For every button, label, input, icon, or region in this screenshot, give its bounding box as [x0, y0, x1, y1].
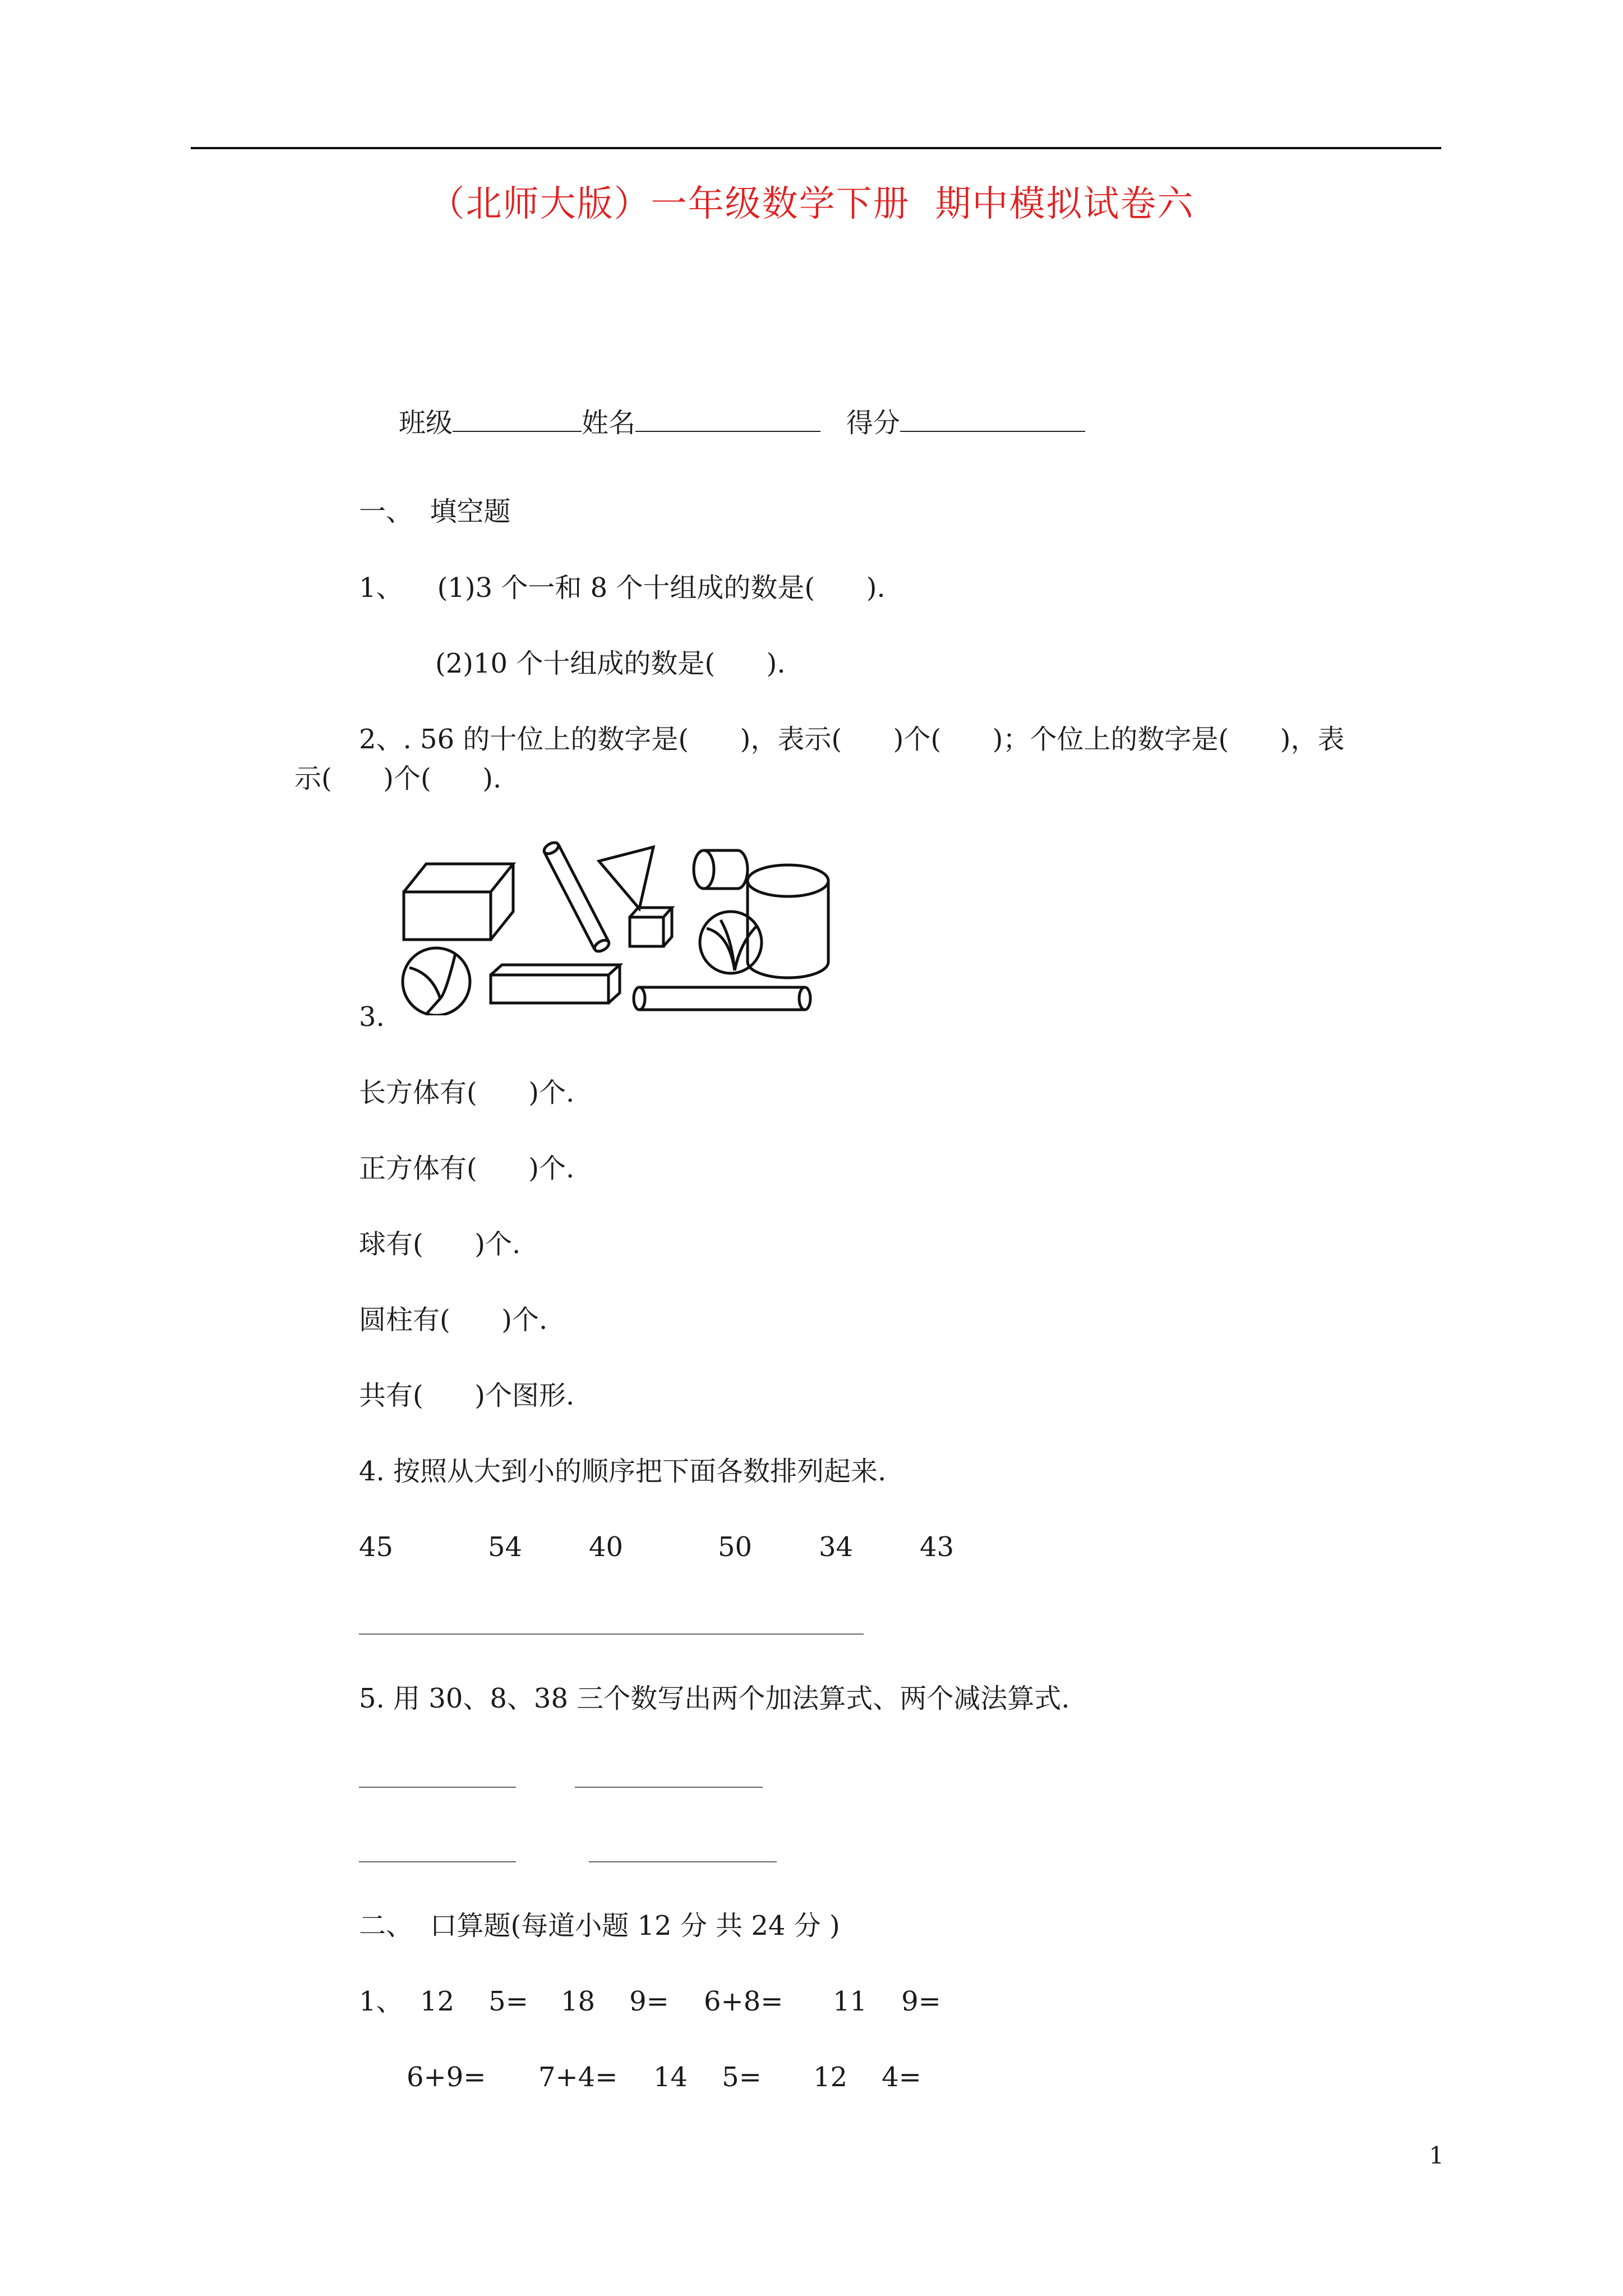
score-label: 得分: [846, 407, 900, 439]
name-blank[interactable]: [635, 405, 820, 432]
calc-row2-item1: 6+9=: [407, 2062, 486, 2093]
q5-addition-line-2[interactable]: [575, 1787, 763, 1788]
q3-ball-count: 球有( )个.: [359, 1228, 521, 1260]
q4-number-row: [359, 1531, 1032, 1565]
calc-row2-item3: 14 5=: [653, 2062, 762, 2093]
section2-heading: 二、 口算题(每道小题 12 分 共 24 分 ): [359, 1910, 840, 1941]
header-rule: [191, 147, 1441, 149]
cube-small: [630, 908, 672, 946]
score-blank[interactable]: [900, 405, 1085, 432]
question-5: 5. 用 30、8、38 三个数写出两个加法算式、两个减法算式.: [359, 1683, 1070, 1714]
student-info-line: [365, 372, 1085, 472]
q5-addition-line-1[interactable]: [359, 1787, 516, 1788]
calc-row1-item2: 18 9=: [561, 1986, 669, 2017]
q4-number: 40: [589, 1531, 624, 1563]
q4-number: 50: [718, 1531, 753, 1563]
q5-subtraction-line-2[interactable]: [589, 1861, 777, 1862]
question-3-label: 3.: [359, 1001, 385, 1033]
class-blank[interactable]: [453, 405, 582, 432]
calc-row1-item4: 11 9=: [833, 1986, 941, 2017]
calc-row2-item2: 7+4=: [538, 2062, 618, 2093]
q4-answer-line[interactable]: [359, 1634, 864, 1635]
q5-subtraction-line-1[interactable]: [359, 1861, 516, 1862]
calc-row1-item3: 6+8=: [704, 1986, 783, 2017]
cuboid-large: [404, 864, 513, 940]
name-label: 姓名: [582, 407, 636, 439]
cuboid-long: [491, 965, 620, 1003]
calc-row1-item1: 1、 12 5=: [359, 1986, 528, 2017]
q4-number: 43: [920, 1531, 955, 1563]
rod-cylinder: [542, 840, 611, 954]
section1-heading: 一、 填空题: [359, 496, 511, 527]
q3-cylinder-count: 圆柱有( )个.: [359, 1304, 548, 1336]
question-2-line1: 2、. 56 的十位上的数字是( )，表示( )个( )；个位上的数字是( )，表: [359, 724, 1345, 755]
question-4: 4. 按照从大到小的顺序把下面各数排列起来.: [359, 1456, 887, 1487]
q4-number: 45: [359, 1531, 394, 1563]
question-1b: (2)10 个十组成的数是( ).: [435, 648, 786, 679]
question-1a: 1、 (1)3 个一和 8 个十组成的数是( ).: [359, 572, 886, 604]
rod-horizontal: [634, 987, 810, 1010]
ball-left: [403, 948, 470, 1015]
q4-number: 54: [488, 1531, 523, 1563]
cylinder-small: [694, 850, 748, 889]
question-2-line2: 示( )个( ).: [294, 763, 502, 794]
calc-row2-item4: 12 4=: [813, 2062, 921, 2093]
q3-cube-count: 正方体有( )个.: [359, 1153, 575, 1184]
q3-total-count: 共有( )个图形.: [359, 1380, 575, 1411]
q3-cuboid-count: 长方体有( )个.: [359, 1077, 575, 1108]
triangle-shape: [599, 847, 653, 909]
solid-shapes-figure: [393, 830, 841, 1015]
q4-number: 34: [819, 1531, 854, 1563]
ball-right: [700, 912, 762, 973]
cylinder-large: [748, 865, 828, 978]
page-number: 1: [1429, 2142, 1444, 2169]
page-title: （北师大版）一年级数学下册 期中模拟试卷六: [428, 183, 1195, 225]
class-label: 班级: [399, 407, 453, 439]
